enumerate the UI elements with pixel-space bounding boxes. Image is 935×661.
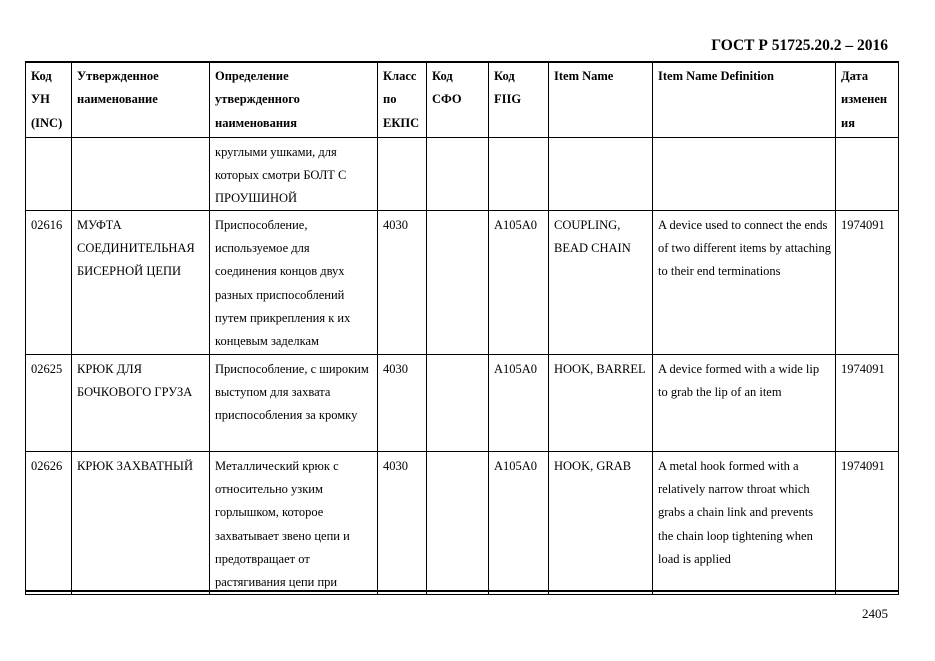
cell-class [378, 138, 427, 211]
cell-inc: 02626 [26, 452, 72, 595]
cell-item-name [549, 138, 653, 211]
table-row [26, 452, 899, 595]
table-row-continuation [26, 138, 899, 211]
cell-definition: круглыми ушками, для которых смотри БОЛТ С ПРОУШИНОЙ [210, 138, 378, 211]
document-header: ГОСТ Р 51725.20.2 – 2016 [711, 37, 888, 54]
cell-fiig: A105A0 [489, 211, 549, 355]
cell-class: 4030 [378, 355, 427, 452]
cell-item-definition [653, 138, 836, 211]
col-header-sfo: Код СФО [427, 62, 489, 138]
cell-date: 1974091 [836, 355, 899, 452]
cell-fiig [489, 138, 549, 211]
cell-item-definition: A device formed with a wide lip to grab the lip of an item [653, 355, 836, 452]
cell-date: 1974091 [836, 211, 899, 355]
cell-definition: Приспособление, с широким выступом для захвата приспособления за кромку [210, 355, 378, 452]
cell-inc [26, 138, 72, 211]
cell-definition: Металлический крюк с относительно узким горлышком, которое захватывает звено цепи и предотвращает от растягивания цепи при [210, 452, 378, 595]
cell-item-definition: A metal hook formed with a relatively narrow throat which grabs a chain link and prevents the chain loop tightening when load is applied [653, 452, 836, 595]
table-row [26, 211, 899, 355]
table-top-border [25, 61, 898, 63]
table-header-row [26, 62, 899, 138]
cell-class: 4030 [378, 211, 427, 355]
cell-name: МУФТА СОЕДИНИТЕЛЬНАЯ БИСЕРНОЙ ЦЕПИ [72, 211, 210, 355]
cell-date: 1974091 [836, 452, 899, 595]
cell-name: КРЮК ДЛЯ БОЧКОВОГО ГРУЗА [72, 355, 210, 452]
page-number: 2405 [862, 606, 888, 621]
cell-class: 4030 [378, 452, 427, 595]
cell-name [72, 138, 210, 211]
col-header-definition: Определение утвержденного наименования [210, 62, 378, 138]
cell-name: КРЮК ЗАХВАТНЫЙ [72, 452, 210, 595]
cell-item-definition: A device used to connect the ends of two different items by attaching to their end terminations [653, 211, 836, 355]
cell-fiig: A105A0 [489, 452, 549, 595]
cell-sfo [427, 452, 489, 595]
col-header-name: Утвержденное наименование [72, 62, 210, 138]
table-bottom-border [25, 590, 898, 592]
cell-sfo [427, 211, 489, 355]
col-header-class: Класс по ЕКПС [378, 62, 427, 138]
col-header-inc: Код УН (INC) [26, 62, 72, 138]
items-table [25, 61, 899, 595]
cell-inc: 02616 [26, 211, 72, 355]
col-header-item-name: Item Name [549, 62, 653, 138]
cell-item-name: HOOK, GRAB [549, 452, 653, 595]
cell-item-name: COUPLING, BEAD CHAIN [549, 211, 653, 355]
cell-sfo [427, 355, 489, 452]
cell-definition: Приспособление, используемое для соединения концов двух разных приспособлений путем прикрепления к их концевым заделкам [210, 211, 378, 355]
col-header-fiig: Код FIIG [489, 62, 549, 138]
cell-fiig: A105A0 [489, 355, 549, 452]
col-header-date: Дата изменения [836, 62, 899, 138]
table-row [26, 355, 899, 452]
col-header-item-definition: Item Name Definition [653, 62, 836, 138]
cell-date [836, 138, 899, 211]
cell-item-name: HOOK, BARREL [549, 355, 653, 452]
cell-inc: 02625 [26, 355, 72, 452]
cell-sfo [427, 138, 489, 211]
